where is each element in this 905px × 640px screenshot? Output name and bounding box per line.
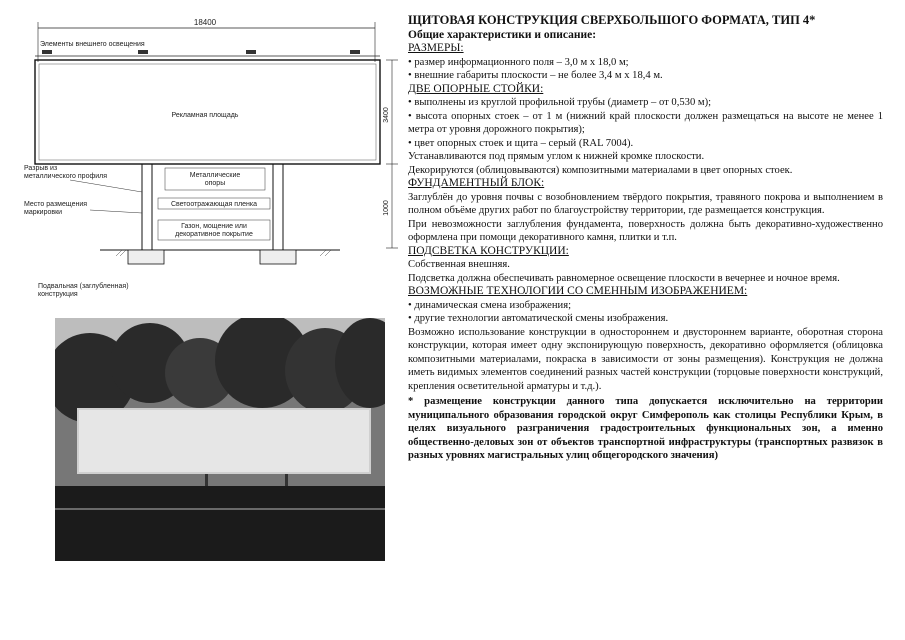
section-line: Заглублён до уровня почвы с возобновлением твёрдого покрытия, травяного покрова и выполнением в полном объёме других работ по благоустройству территории, где размещается конструкция. [408,191,883,216]
section-foundation [408,177,883,245]
section-heading: ФУНДАМЕНТНЫЙ БЛОК: [408,177,545,189]
section-technologies [408,285,883,393]
reflect-label: Светоотражающая пленка [170,201,258,208]
billboard-photo [55,318,385,561]
billboard-drawing [20,10,405,300]
foundation-label: Подвальная (заглубленная) конструкция [38,283,129,298]
lawn-label: Газон, мощение или декоративное покрытие [175,223,253,238]
foundation-blocks [128,250,296,264]
section-heading: РАЗМЕРЫ: [408,42,464,54]
section-line: Возможно использование конструкции в одностороннем и двустороннем варианте, оборотная сторона конструкции, которая имеет одну экспонирующую поверхность, декоративно оформляется (облицовка композитными материалами, покраска в зависимости от зоны размещения). Конструкция не должна иметь видимых элементов соединений разных частей конструкции (торцовые поверхности конструкций, крепления осветительной арматуры и т.д.). [408,326,883,392]
footnote: * размещение конструкции данного типа допускается исключительно на территории муниципального образования городской округ Симферополь как столицы Республики Крым, в целях визуального разграничения градостроительных функциональных зон, а именно общественно-деловых зон от объектов транспортной инфраструктуры (транспортных развязок в разных уровнях магистральных улиц общегородского значения) [408,396,883,461]
supports-label: Металлические опоры [189,172,241,187]
section-line: • цвет опорных стоек и щита – серый (RAL 7004). [408,137,634,149]
page-title: ЩИТОВАЯ КОНСТРУКЦИЯ СВЕРХБОЛЬШОГО ФОРМАТА, ТИП 4* [408,13,816,27]
page-subtitle: Общие характеристики и описание: [408,28,597,41]
section-posts [408,83,883,178]
section-line: • высота опорных стоек – от 1 м (нижний край плоскости должен размещаться на высоте не менее 1 метра от уровня дорожного покрытия); [408,110,883,135]
break-label: Разрыв из металлического профиля [24,165,108,180]
section-line: Собственная внешняя. [408,259,510,270]
section-line: • размер информационного поля – 3,0 м х 18,0 м; [408,56,629,68]
lights-label: Элементы внешнего освещения [40,41,145,48]
height-dimension: 3400 [383,107,390,123]
section-lighting [408,245,883,286]
placement-label: Место размещения маркировки [24,201,88,216]
section-line: • выполнены из круглой профильной трубы (диаметр – от 0,530 м); [408,97,712,108]
section-line: Декорируются (облицовываются) композитными материалами в цвет опорных стоек. [408,164,793,176]
section-line: Устанавливаются под прямым углом к нижней кромке плоскости. [408,151,705,162]
section-line: При невозможности заглубления фундамента, поверхность должна быть декоративно-художественно оформлена при помощи декоративного камня, плитки и т.п. [408,218,883,243]
photo-billboard-panel [77,408,371,474]
section-line: • динамическая смена изображения; [408,299,572,311]
ad-area-label: Рекламная площадь [171,112,239,119]
light-fixtures [42,50,360,54]
section-heading: ПОДСВЕТКА КОНСТРУКЦИИ: [408,244,569,257]
section-line: • внешние габариты плоскости – не более 3,4 м х 18,4 м. [408,70,663,81]
post-dimension: 1000 [383,200,390,216]
section-sizes [408,42,883,83]
section-heading: ДВЕ ОПОРНЫЕ СТОЙКИ: [408,82,544,95]
section-heading: ВОЗМОЖНЫЕ ТЕХНОЛОГИИ СО СМЕННЫМ ИЗОБРАЖЕНИЕМ: [408,285,748,297]
width-dimension: 18400 [193,18,217,27]
section-line: • другие технологии автоматической смены изображения. [408,313,669,324]
section-line: Подсветка должна обеспечивать равномерное освещение плоскости в вечернее и ночное время. [408,272,840,284]
description-text [408,14,883,463]
